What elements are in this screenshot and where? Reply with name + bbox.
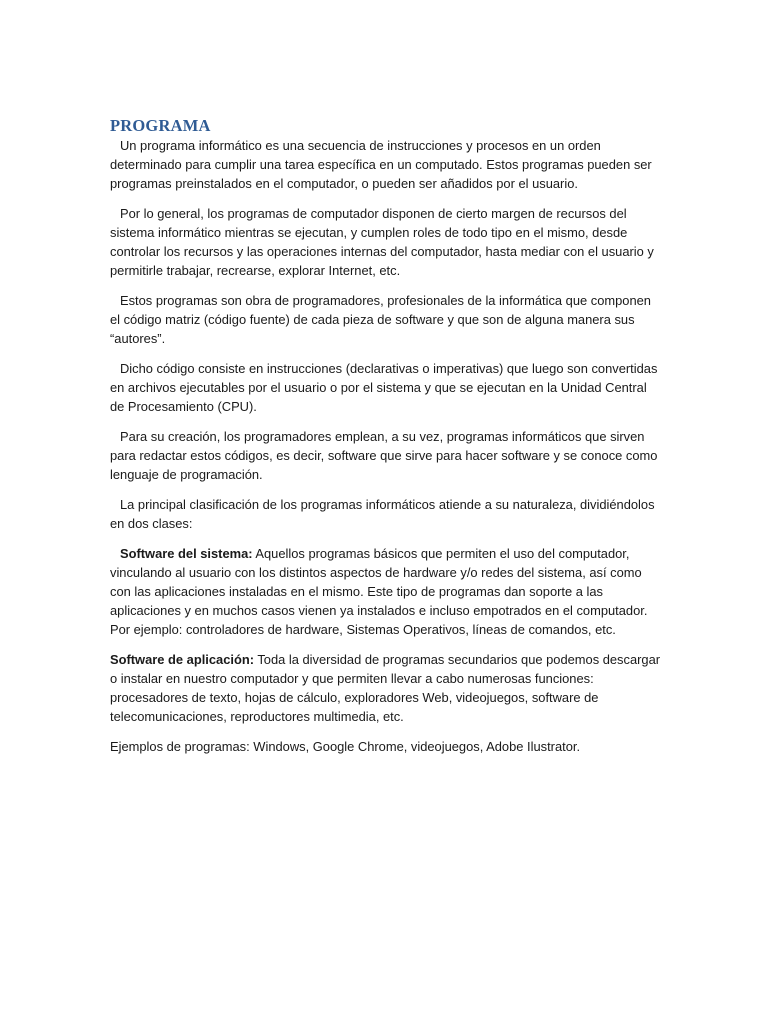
paragraph-text: La principal clasificación de los programas informáticos atiende a su naturaleza, dividiéndolos en dos clases:: [110, 497, 655, 531]
paragraph-system-software: [110, 544, 662, 639]
paragraph-authors: [110, 291, 662, 348]
paragraph-text: Por lo general, los programas de computador disponen de cierto margen de recursos del sistema informático mientras se ejecutan, y cumplen roles de todo tipo en el mismo, desde controlar los recursos y las operaciones internas del computador, hasta mediar con el usuario y permitirle trabajar, recrearse, explorar Internet, etc.: [110, 206, 654, 278]
paragraph-resources: [110, 204, 662, 280]
system-software-term: Software del sistema:: [120, 546, 253, 561]
document-title: PROGRAMA: [110, 116, 211, 135]
application-software-term: Software de aplicación:: [110, 652, 254, 667]
paragraph-code: [110, 359, 662, 416]
system-software-text: Aquellos programas básicos que permiten el uso del computador, vinculando al usuario con los distintos aspectos de hardware y/o redes del sistema, así como con las aplicaciones instaladas en el mismo. Este tipo de programas dan soporte a las aplicaciones y en muchos casos vienen ya instalados e incluso empotrados en el computador. Por ejemplo: controladores de hardware, Sistemas Operativos, líneas de comandos, etc.: [110, 546, 648, 637]
paragraph-classification: [110, 495, 662, 533]
paragraph-application-software: [110, 650, 662, 726]
paragraph-text: Un programa informático es una secuencia de instrucciones y procesos en un orden determinado para cumplir una tarea específica en un computado. Estos programas pueden ser programas preinstalados en el computador, o pueden ser añadidos por el usuario.: [110, 138, 652, 191]
paragraph-text: Para su creación, los programadores emplean, a su vez, programas informáticos que sirven para redactar estos códigos, es decir, software que sirve para hacer software y se conoce como lenguaje de programación.: [110, 429, 658, 482]
application-software-text: Toda la diversidad de programas secundarios que podemos descargar o instalar en nuestro computador y que permiten llevar a cabo numerosas funciones: procesadores de texto, hojas de cálculo, exploradores Web, videojuegos, software de telecomunicaciones, reproductores multimedia, etc.: [110, 652, 661, 724]
paragraph-text: Estos programas son obra de programadores, profesionales de la informática que componen el código matriz (código fuente) de cada pieza de software y que son de alguna manera sus “autores”.: [110, 293, 651, 346]
paragraph-definition: [110, 136, 662, 193]
paragraph-examples: Ejemplos de programas: Windows, Google Chrome, videojuegos, Adobe Ilustrator.: [110, 739, 581, 754]
paragraph-creation: [110, 427, 662, 484]
document-body: [110, 116, 662, 767]
paragraph-text: Dicho código consiste en instrucciones (declarativas o imperativas) que luego son convertidas en archivos ejecutables por el usuario o por el sistema y que se ejecutan en la Unidad Central de Procesamiento (CPU).: [110, 361, 658, 414]
